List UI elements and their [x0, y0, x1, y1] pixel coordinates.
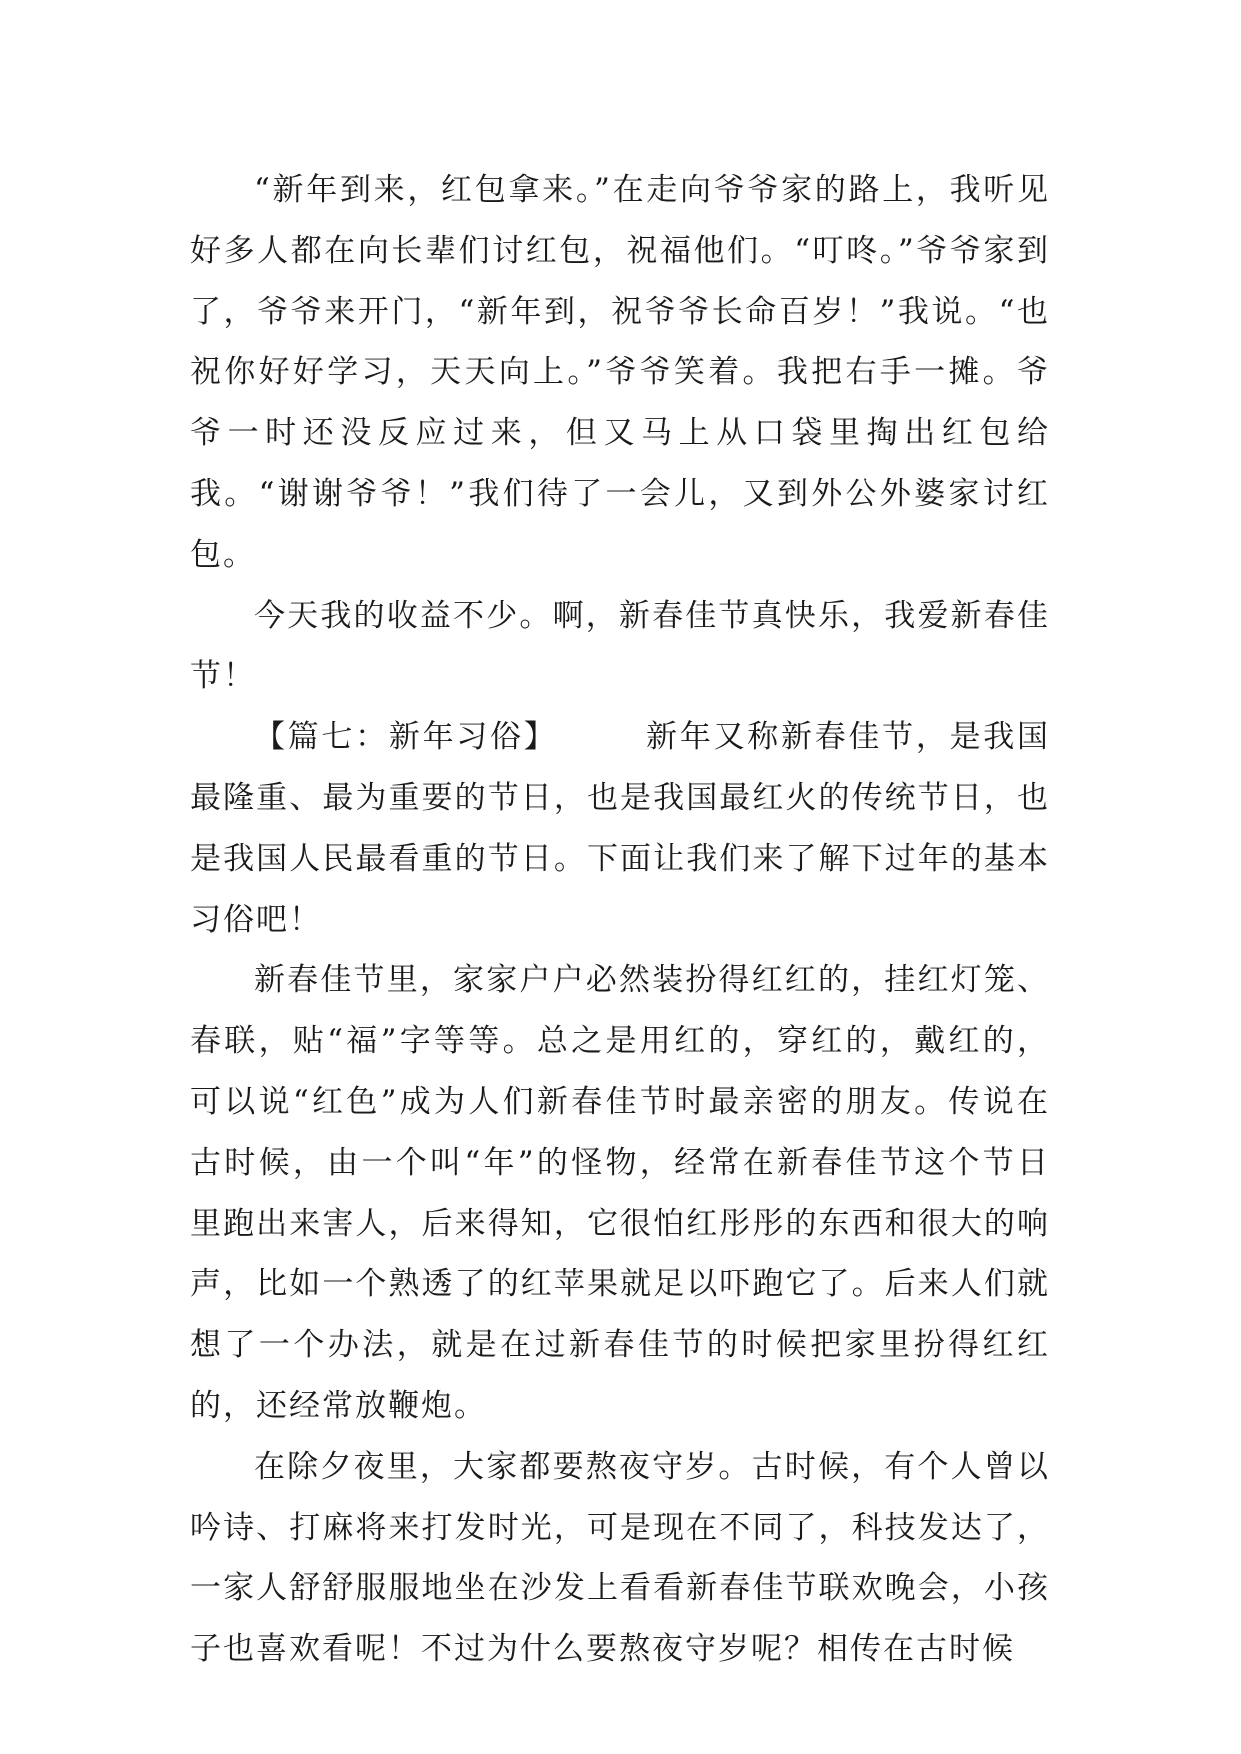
- paragraph-grandpa-red-envelope: “新年到来，红包拿来。”在走向爷爷家的路上，我听见好多人都在向长辈们讨红包，祝福他们。“叮咚。”爷爷家到了，爷爷来开门，“新年到，祝爷爷长命百岁！”我说。“也祝你好好学习，天天向上。”爷爷笑着。我把右手一摊。爷爷一时还没反应过来，但又马上从口袋里掏出红包给我。“谢谢爷爷！”我们待了一会儿，又到外公外婆家讨红包。: [190, 172, 1050, 573]
- document-body: [190, 160, 1050, 1680]
- section-heading: 【篇七：新年习俗】: [254, 719, 558, 756]
- paragraph-new-years-eve: 在除夕夜里，大家都要熬夜守岁。古时候，有个人曾以吟诗、打麻将来打发时光，可是现在不同了，科技发达了，一家人舒舒服服地坐在沙发上看看新春佳节联欢晚会，小孩子也喜欢看呢！不过为什么要熬夜守岁呢？相传在古时候: [190, 1448, 1050, 1668]
- paragraph-happy-spring-festival: 今天我的收益不少。啊，新春佳节真快乐，我爱新春佳节！: [190, 597, 1050, 695]
- paragraph-section-seven: [190, 707, 1050, 950]
- paragraph-red-decorations: 新春佳节里，家家户户必然装扮得红红的，挂红灯笼、春联，贴“福”字等等。总之是用红的，穿红的，戴红的，可以说“红色”成为人们新春佳节时最亲密的朋友。传说在古时候，由一个叫“年”的怪物，经常在新春佳节这个节日里跑出来害人，后来得知，它很怕红彤彤的东西和很大的响声，比如一个熟透了的红苹果就足以吓跑它了。后来人们就想了一个办法，就是在过新春佳节的时候把家里扮得红红的，还经常放鞭炮。: [190, 962, 1050, 1424]
- section-intro-text: 新年又称新春佳节，是我国最隆重、最为重要的节日，也是我国最红火的传统节日，也是我国人民最看重的节日。下面让我们来了解下过年的基本习俗吧！: [190, 719, 1051, 938]
